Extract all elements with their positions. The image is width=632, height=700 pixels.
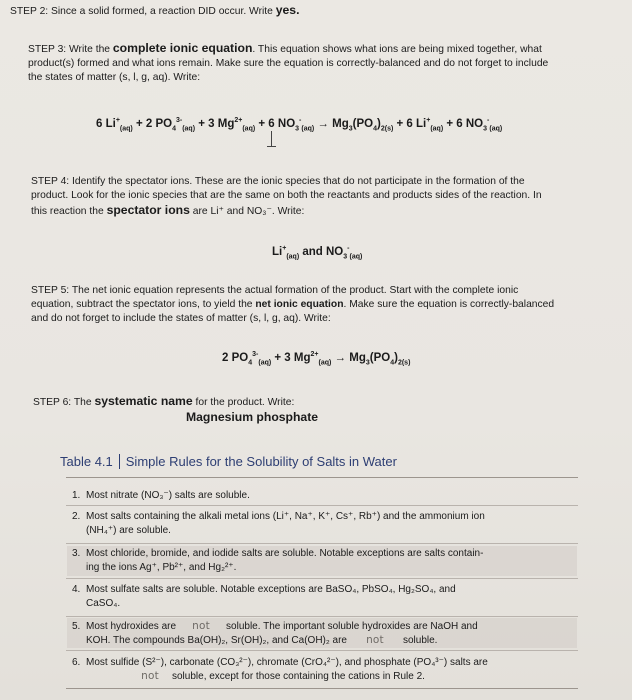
- table-title: Table 4.1 Simple Rules for the Solubility of Salts in Water: [60, 454, 397, 469]
- rule-6: 6. Most sulfide (S²⁻), carbonate (CO₃²⁻), chromate (CrO₄²⁻), and phosphate (PO₄³⁻) salts are not soluble, except for those containing the cations in Rule 2.: [72, 657, 488, 682]
- rule-5: 5. Most hydroxides are not soluble. The important soluble hydroxides are NaOH and KOH. The compounds Ba(OH)₂, Sr(OH)₂, and Ca(OH)₂ are not soluble.: [72, 620, 478, 646]
- divider: [66, 650, 578, 651]
- text-cursor-foot: [267, 146, 276, 147]
- complete-ionic-equation: 6 $Li^+_{(aq)} + 2$ $PO_4^{3-}_{(aq)} + 3$ $Mg^{2+}_{(aq)} + 6$ $NO_3^-_{(aq)} \to Mg_3(PO_4)_{2(s)} + 6$ $Li^+_{(aq)} + 6$ $NO_3^-_{(aq)}$: [96, 117, 503, 133]
- divider: [66, 616, 578, 617]
- step2-text: STEP 2: Since a solid formed, a reaction DID occur. Write yes.: [10, 3, 300, 17]
- divider: [66, 543, 578, 544]
- step5-instructions: STEP 5: The net ionic equation represents the actual formation of the product. Start with the complete ionic equation, subtract the spectator ions, to yield the net ionic equation. Make sure the equation is correctly-balanced and do not forget to include the states of matter (s, l, g, aq). Write:: [31, 285, 555, 324]
- rule-2: 2. Most salts containing the alkali metal ions (Li⁺, Na⁺, K⁺, Cs⁺, Rb⁺) and the ammonium ion (NH₄⁺) are soluble.: [72, 511, 485, 536]
- rule-1: 1. Most nitrate (NO₃⁻) salts are soluble.: [72, 490, 250, 501]
- step3-instructions: STEP 3: Write the complete ionic equation. This equation shows what ions are being mixed together, what product(s) formed and what ions remain. Make sure the equation is correctly-balanced and do not forget to include the states of matter (s, l, g, aq). Write:: [28, 41, 549, 83]
- step2-answer: yes.: [275, 3, 300, 17]
- product-name-answer: Magnesium phosphate: [186, 410, 319, 424]
- step6-instructions: STEP 6: The systematic name for the product. Write:: [33, 394, 295, 408]
- rule-4: 4. Most sulfate salts are soluble. Notable exceptions are BaSO₄, PbSO₄, Hg₂SO₄, and CaSO₄.: [72, 584, 456, 609]
- table-bottom-rule: [66, 688, 578, 689]
- text-cursor-icon: [271, 131, 272, 147]
- divider: [66, 505, 578, 506]
- step4-instructions: STEP 4: Identify the spectator ions. These are the ionic species that do not participate in the formation of the product. Look for the ionic species that are the same on both the reactants and products sides of the reaction. In this reaction the spectator ions are Li⁺ and NO₃⁻. Write:: [31, 176, 542, 217]
- handwritten-answer: not: [192, 620, 210, 632]
- divider: [66, 578, 578, 579]
- table-top-rule: [66, 477, 578, 478]
- spectator-ions-answer: $Li^+_{(aq)}$ and $NO_3^-_{(aq)}$: [272, 245, 363, 261]
- handwritten-answer: not: [141, 669, 159, 682]
- handwritten-answer: not: [366, 633, 384, 646]
- rule-3: 3. Most chloride, bromide, and iodide salts are soluble. Notable exceptions are salts contain- ing the ions Ag⁺, Pb²⁺, and Hg₂²⁺.: [72, 548, 484, 573]
- net-ionic-equation: 2 $PO_4^{3-}_{(aq)} + 3$ $Mg^{2+}_{(aq)} \to Mg_3(PO_4)_{2(s)}$: [222, 351, 411, 367]
